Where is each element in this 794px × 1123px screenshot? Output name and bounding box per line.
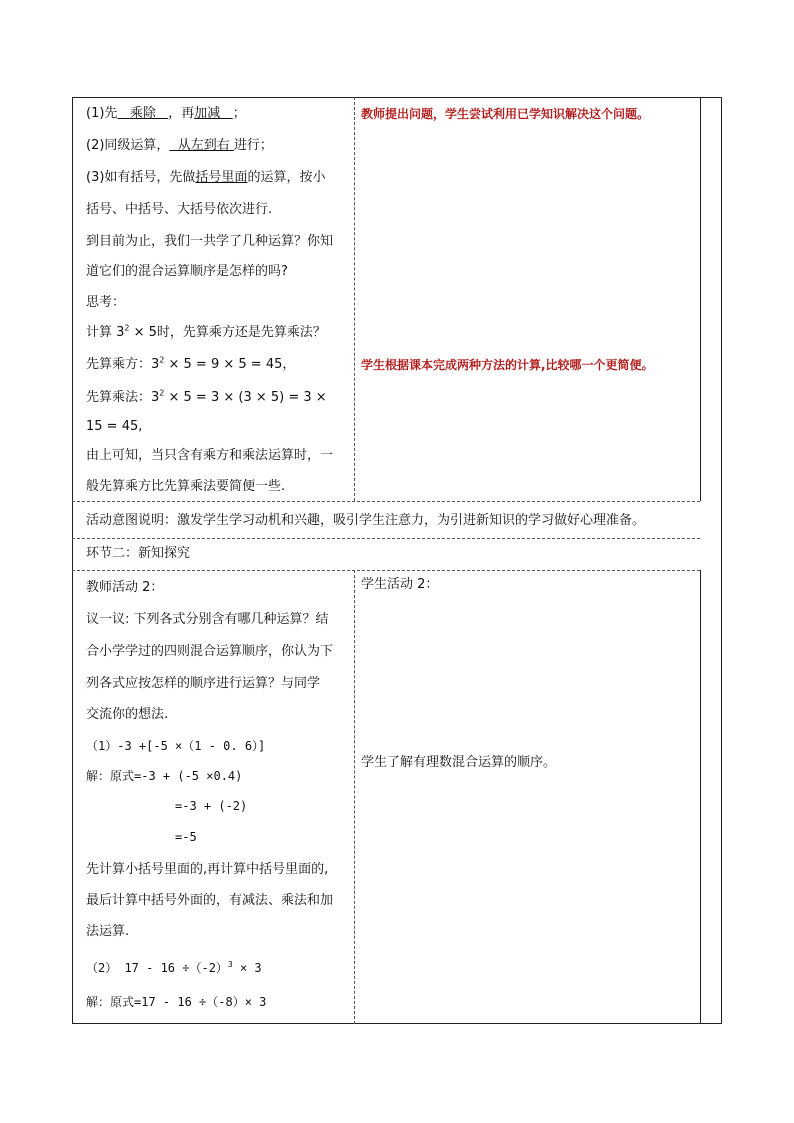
multiply-first bbox=[86, 390, 327, 406]
explain-line-1: 先计算小括号里面的,再计算中括号里面的, bbox=[86, 862, 329, 877]
expression-2-prefix: （2） 17 - 16 ÷（-2） bbox=[86, 961, 228, 975]
discuss-line-2: 合小学学过的四则混合运算顺序，你认为下 bbox=[86, 644, 334, 659]
rule-2-answer: 从左到右 bbox=[177, 138, 230, 153]
right-inner-border bbox=[700, 97, 701, 501]
multiply-first-exponent: 2 bbox=[159, 388, 165, 398]
teacher-activity-title: 教师活动 2： bbox=[86, 580, 164, 595]
power-first-suffix: × 5 = 9 × 5 = 45， bbox=[164, 357, 296, 372]
rule-1-blank-1 bbox=[117, 106, 168, 121]
column-divider-bottom bbox=[354, 570, 355, 1024]
row-divider-2 bbox=[72, 538, 700, 539]
rule-2-suffix: 进行； bbox=[233, 138, 273, 153]
expression-1-step-1: 解：原式=-3 + (-5 ×0.4) bbox=[86, 769, 243, 783]
conclusion-line-2: 般先算乘方比先算乘法要简便一些. bbox=[86, 479, 286, 494]
question-line-2: 道它们的混合运算顺序是怎样的吗? bbox=[86, 264, 288, 279]
rule-2-blank bbox=[169, 138, 233, 153]
rule-3-prefix: (3)如有括号，先做 bbox=[86, 170, 196, 185]
rule-2 bbox=[86, 138, 273, 154]
expression-1-step-2: =-3 + (-2) bbox=[175, 799, 248, 813]
row-divider-3 bbox=[72, 570, 700, 571]
calc-question bbox=[86, 325, 326, 341]
multiply-first-line-2: 15 = 45, bbox=[86, 419, 143, 434]
rule-2-prefix: (2)同级运算， bbox=[86, 138, 170, 153]
rule-3-suffix: 的运算，按小 bbox=[247, 170, 326, 185]
rule-1-prefix: (1)先 bbox=[86, 106, 118, 121]
calc-exponent: 2 bbox=[124, 323, 130, 333]
student-activity-text: 学生了解有理数混合运算的顺序。 bbox=[361, 755, 557, 770]
activity-intent: 活动意图说明：激发学生学习动机和兴趣，吸引学生注意力，为引进新知识的学习做好心理准备。 bbox=[86, 513, 646, 528]
power-first-exponent: 2 bbox=[159, 355, 165, 365]
multiply-first-suffix: × 5 = 3 × (3 × 5) = 3 × bbox=[164, 390, 327, 405]
expression-2-exponent: 3 bbox=[227, 960, 233, 969]
power-first-prefix: 先算乘方：3 bbox=[86, 357, 160, 372]
student-compare-note: 学生根据课本完成两种方法的计算,比较哪一个更简便。 bbox=[361, 358, 654, 372]
row-divider-1 bbox=[72, 501, 700, 502]
expression-1: （1）-3 +[-5 ×（1 - 0. 6）] bbox=[86, 739, 266, 753]
rule-1-blank-2 bbox=[194, 106, 232, 121]
expression-2-step-1: 解：原式=17 - 16 ÷（-8）× 3 bbox=[86, 995, 267, 1009]
section-title: 环节二：新知探究 bbox=[86, 546, 191, 561]
right-inner-border-bottom bbox=[700, 570, 701, 1024]
power-first bbox=[86, 357, 295, 373]
expression-2-suffix: × 3 bbox=[232, 961, 262, 975]
calc-suffix: × 5时，先算乘方还是先算乘法？ bbox=[129, 325, 326, 340]
explain-line-2: 最后计算中括号外面的，有减法、乘法和加 bbox=[86, 893, 334, 908]
rule-3-line-1 bbox=[86, 170, 325, 186]
explain-line-3: 法运算. bbox=[86, 924, 130, 939]
discuss-line-3: 列各式应按怎样的顺序进行运算？与同学 bbox=[86, 676, 321, 691]
discuss-line-4: 交流你的想法. bbox=[86, 707, 169, 722]
rule-1-mid: ，再 bbox=[168, 106, 195, 121]
expression-1-step-3: =-5 bbox=[175, 830, 197, 844]
rule-1-suffix: ； bbox=[232, 106, 246, 121]
think-label: 思考： bbox=[86, 295, 126, 310]
student-activity-title: 学生活动 2： bbox=[361, 577, 439, 592]
rule-3-line-2: 括号、中括号、大括号依次进行. bbox=[86, 202, 273, 217]
conclusion-line-1: 由上可知，当只含有乘方和乘法运算时，一 bbox=[86, 448, 334, 463]
rule-1-answer-1: 乘除 bbox=[129, 106, 156, 121]
multiply-first-prefix: 先算乘法：3 bbox=[86, 390, 160, 405]
discuss-line-1: 议一议: 下列各式分别含有哪几种运算？结 bbox=[86, 612, 329, 627]
column-divider-top bbox=[354, 97, 355, 501]
expression-2 bbox=[86, 960, 262, 976]
teacher-question-note: 教师提出问题，学生尝试利用已学知识解决这个问题。 bbox=[361, 107, 650, 121]
rule-3-answer: 括号里面 bbox=[195, 170, 248, 185]
question-line-1: 到目前为止，我们一共学了几种运算？你知 bbox=[86, 234, 334, 249]
rule-1 bbox=[86, 106, 246, 122]
calc-prefix: 计算 3 bbox=[86, 325, 125, 340]
rule-1-answer-2: 加减 bbox=[194, 106, 221, 121]
